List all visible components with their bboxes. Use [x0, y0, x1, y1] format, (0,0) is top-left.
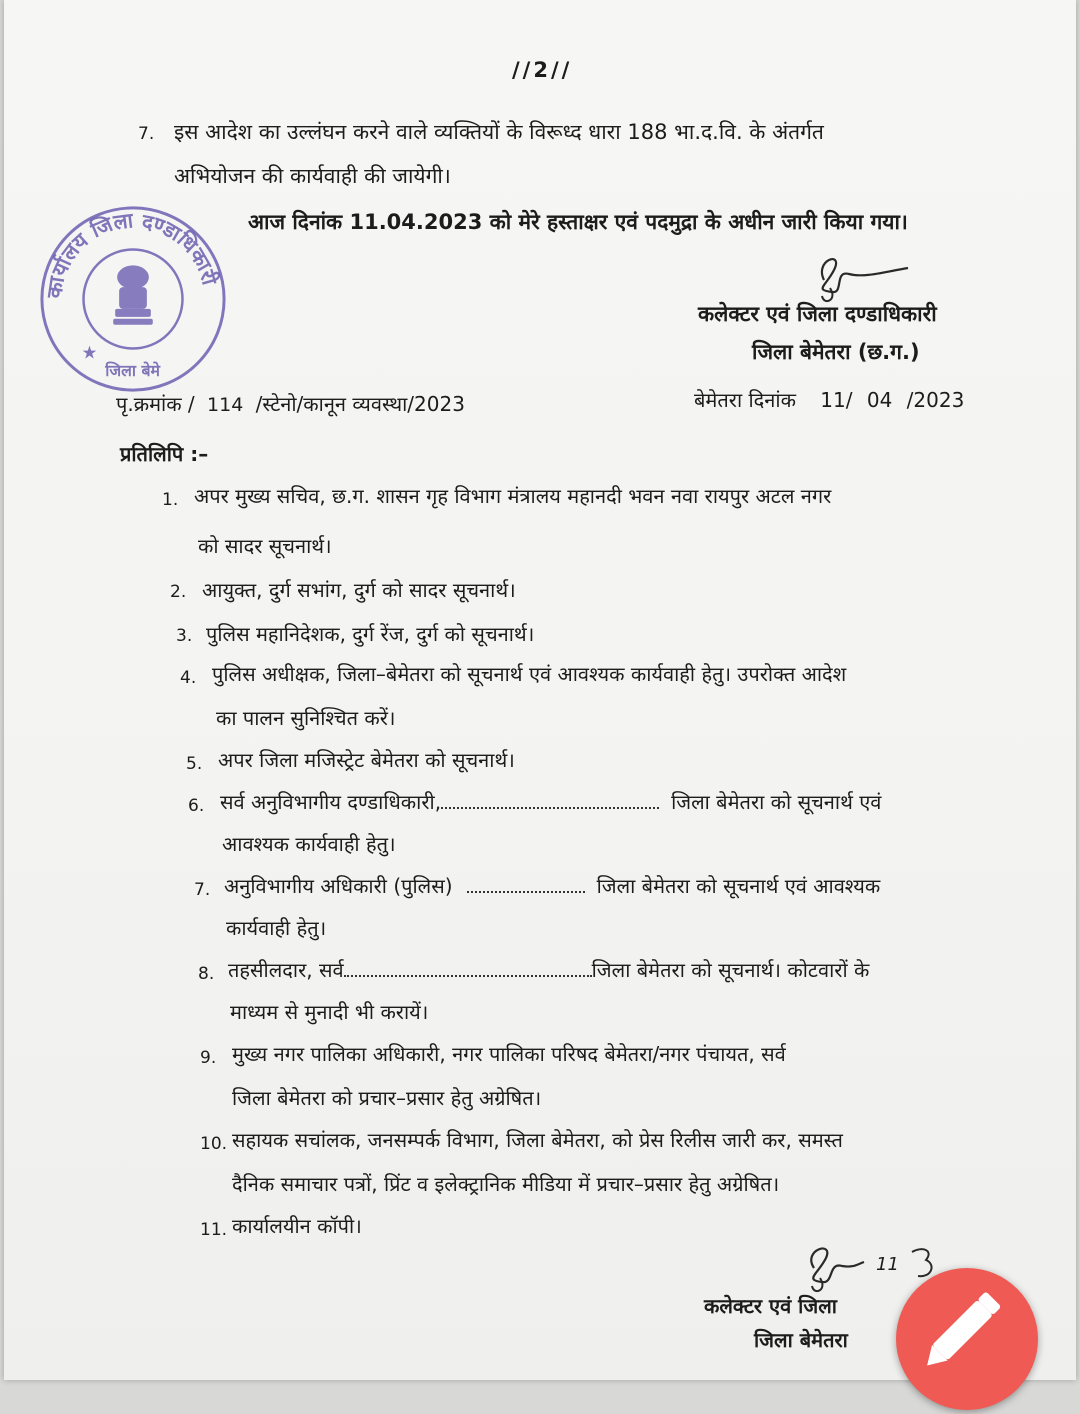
copy-line: कार्यालयीन कॉपी।	[232, 1214, 362, 1238]
copy-segment: तहसीलदार, सर्व	[228, 958, 344, 982]
blank-fill-line	[344, 975, 592, 977]
copy-line: कार्यवाही हेतु।	[226, 916, 327, 940]
copy-line: पुलिस अधीक्षक, जिला–बेमेतरा को सूचनार्थ एवं आवश्यक कार्यवाही हेतु। उपरोक्त आदेश	[212, 662, 847, 686]
copy-segment: अनुविभागीय अधिकारी (पुलिस)	[224, 874, 453, 898]
date-day: 11/	[820, 388, 853, 412]
seal-inner-text: जिला बेमे	[105, 361, 160, 381]
date-month: 04	[866, 388, 893, 412]
copy-number: 9.	[200, 1048, 217, 1068]
copy-line: को सादर सूचनार्थ।	[198, 534, 332, 558]
blank-fill-line	[467, 891, 585, 893]
seal-outer-text: कार्यालय जिला दण्डाधिकारी	[42, 208, 222, 300]
reference-line	[116, 390, 465, 417]
copy-number: 3.	[176, 626, 193, 646]
copy-line: अपर मुख्य सचिव, छ.ग. शासन गृह विभाग मंत्रालय महानदी भवन नवा रायपुर अटल नगर	[194, 484, 832, 508]
copy-number: 8.	[198, 964, 215, 984]
copy-line: अपर जिला मजिस्ट्रेट बेमेतरा को सूचनार्थ।	[218, 748, 515, 772]
document-page	[4, 0, 1076, 1380]
pencil-edit-icon	[896, 1268, 1038, 1410]
copy-number: 4.	[180, 668, 197, 688]
official-seal	[34, 200, 232, 398]
handwritten-date: 11	[876, 1254, 899, 1275]
copy-line: माध्यम से मुनादी भी करायें।	[230, 1000, 429, 1024]
copy-line: दैनिक समाचार पत्रों, प्रिंट व इलेक्ट्रानिक मीडिया में प्रचार–प्रसार हेतु अग्रेषित।	[232, 1172, 780, 1196]
copy-line	[220, 788, 881, 815]
copy-line	[228, 956, 869, 983]
copy-line: पुलिस महानिदेशक, दुर्ग रेंज, दुर्ग को सूचनार्थ।	[206, 622, 535, 646]
copy-segment: जिला बेमेतरा को सूचनार्थ। कोटवारों के	[591, 958, 870, 982]
date-line	[694, 386, 964, 413]
para-number: 7.	[138, 124, 155, 144]
copy-number: 2.	[170, 582, 187, 602]
copy-line: आवश्यक कार्यवाही हेतु।	[222, 832, 396, 856]
copy-number: 6.	[188, 796, 205, 816]
copy-segment: जिला बेमेतरा को सूचनार्थ एवं	[671, 790, 882, 814]
date-place: बेमेतरा दिनांक	[694, 388, 796, 412]
copy-number: 10.	[200, 1134, 228, 1154]
para7-line2: अभियोजन की कार्यवाही की जायेगी।	[174, 164, 451, 188]
copy-line: जिला बेमेतरा को प्रचार–प्रसार हेतु अग्रेषित।	[232, 1086, 542, 1110]
footer-signatory-district: जिला बेमेतरा	[754, 1328, 848, 1352]
page-number: //2//	[512, 58, 573, 82]
copy-line: सहायक सचांलक, जनसम्पर्क विभाग, जिला बेमेतरा, को प्रेस रिलीस जारी कर, समस्त	[232, 1128, 843, 1152]
signatory-title: कलेक्टर एवं जिला दण्डाधिकारी	[698, 302, 937, 326]
copy-number: 11.	[200, 1220, 228, 1240]
footer-signatory-title: कलेक्टर एवं जिला	[704, 1294, 837, 1318]
copy-line: का पालन सुनिश्चित करें।	[216, 706, 396, 730]
copy-heading: प्रतिलिपि :–	[120, 442, 209, 466]
reference-prefix: पृ.क्रमांक /	[116, 392, 195, 416]
star-icon: ★	[81, 342, 98, 364]
blank-fill-line	[441, 807, 659, 809]
signatory-district: जिला बेमेतरा (छ.ग.)	[752, 340, 920, 364]
reference-number: 114	[207, 394, 244, 416]
date-year: /2023	[906, 388, 965, 412]
copy-line: मुख्य नगर पालिका अधिकारी, नगर पालिका परिषद बेमेतरा/नगर पंचायत, सर्व	[232, 1042, 786, 1066]
reference-section: /स्टेनो/कानून व्यवस्था/2023	[255, 392, 465, 416]
issue-statement: आज दिनांक 11.04.2023 को मेरे हस्ताक्षर एवं पदमुद्रा के अधीन जारी किया गया।	[248, 210, 908, 234]
copy-segment: सर्व अनुविभागीय दण्डाधिकारी,	[220, 790, 442, 814]
copy-number: 1.	[162, 490, 179, 510]
copy-segment: जिला बेमेतरा को सूचनार्थ एवं आवश्यक	[596, 874, 881, 898]
copy-number: 7.	[194, 880, 211, 900]
copy-line: आयुक्त, दुर्ग सभांग, दुर्ग को सादर सूचनार्थ।	[202, 578, 516, 602]
emblem-icon	[113, 265, 153, 324]
edit-fab-button[interactable]	[896, 1268, 1038, 1410]
copy-line	[224, 872, 880, 899]
copy-number: 5.	[186, 754, 203, 774]
para7-line1: इस आदेश का उल्लंघन करने वाले व्यक्तियों के विरूध्द धारा 188 भा.द.वि. के अंतर्गत	[174, 120, 824, 144]
